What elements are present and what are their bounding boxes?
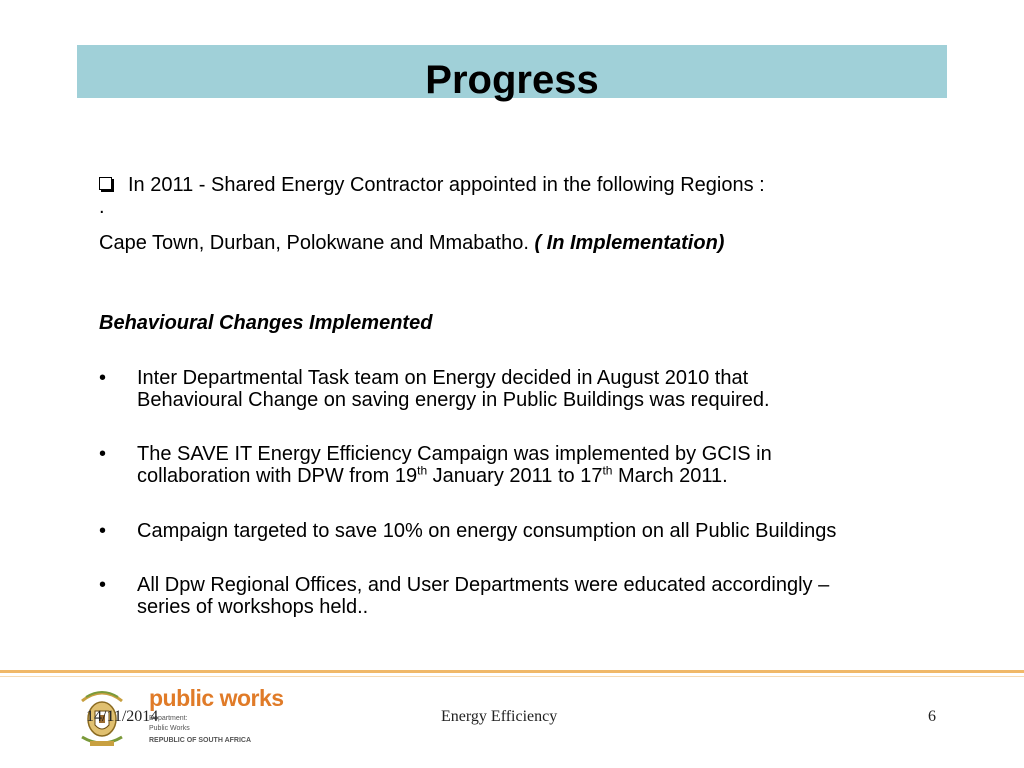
footer-title: Energy Efficiency bbox=[441, 708, 558, 725]
bullet-icon: • bbox=[99, 574, 107, 596]
bullet-line: The SAVE IT Energy Efficiency Campaign was implemented by GCIS in bbox=[137, 443, 772, 465]
bullet-line: Inter Departmental Task team on Energy decided in August 2010 that bbox=[137, 367, 749, 389]
bullet-line: Behavioural Change on saving energy in Public Buildings was required. bbox=[137, 389, 770, 411]
logo-subtext: Public Works bbox=[149, 725, 190, 732]
bullet-line: series of workshops held.. bbox=[137, 596, 369, 618]
footer-date: 14/11/2014 bbox=[86, 708, 159, 725]
text-segment: January 2011 to 17 bbox=[427, 465, 603, 487]
implementation-note: ( In Implementation) bbox=[534, 232, 725, 254]
superscript: th bbox=[602, 463, 613, 478]
title-bar bbox=[77, 45, 947, 102]
logo-wordmark: public works bbox=[149, 685, 284, 711]
footer-divider bbox=[0, 670, 1024, 673]
bullet-icon: • bbox=[99, 367, 107, 389]
bullet-text bbox=[137, 520, 957, 542]
footer-divider-thin bbox=[0, 676, 1024, 677]
logo-subtext: Department: bbox=[149, 715, 188, 722]
section-heading: Behavioural Changes Implemented bbox=[99, 312, 433, 334]
bullet-text bbox=[137, 443, 957, 487]
regions-line bbox=[99, 232, 724, 255]
intro-dot: . bbox=[99, 196, 105, 218]
text-segment: March 2011. bbox=[612, 465, 728, 487]
bullet-icon: • bbox=[99, 520, 107, 542]
bullet-line: Campaign targeted to save 10% on energy consumption on all Public Buildings bbox=[137, 520, 837, 542]
bullet-icon: • bbox=[99, 443, 107, 465]
bullet-line bbox=[137, 465, 957, 487]
bullet-line: All Dpw Regional Offices, and User Departments were educated accordingly – bbox=[137, 574, 830, 596]
regions-text: Cape Town, Durban, Polokwane and Mmabatho. bbox=[99, 232, 535, 254]
logo-subtext: REPUBLIC OF SOUTH AFRICA bbox=[149, 737, 252, 744]
bullet-text bbox=[137, 574, 957, 618]
slide-title: Progress bbox=[425, 57, 599, 102]
intro-line bbox=[99, 174, 765, 197]
bullet-text bbox=[137, 367, 957, 411]
superscript: th bbox=[417, 463, 428, 478]
page-number: 6 bbox=[928, 708, 936, 725]
checkbox-bullet-icon bbox=[99, 177, 112, 190]
intro-text: In 2011 - Shared Energy Contractor appointed in the following Regions : bbox=[128, 174, 765, 196]
text-segment: collaboration with DPW from 19 bbox=[137, 465, 418, 487]
